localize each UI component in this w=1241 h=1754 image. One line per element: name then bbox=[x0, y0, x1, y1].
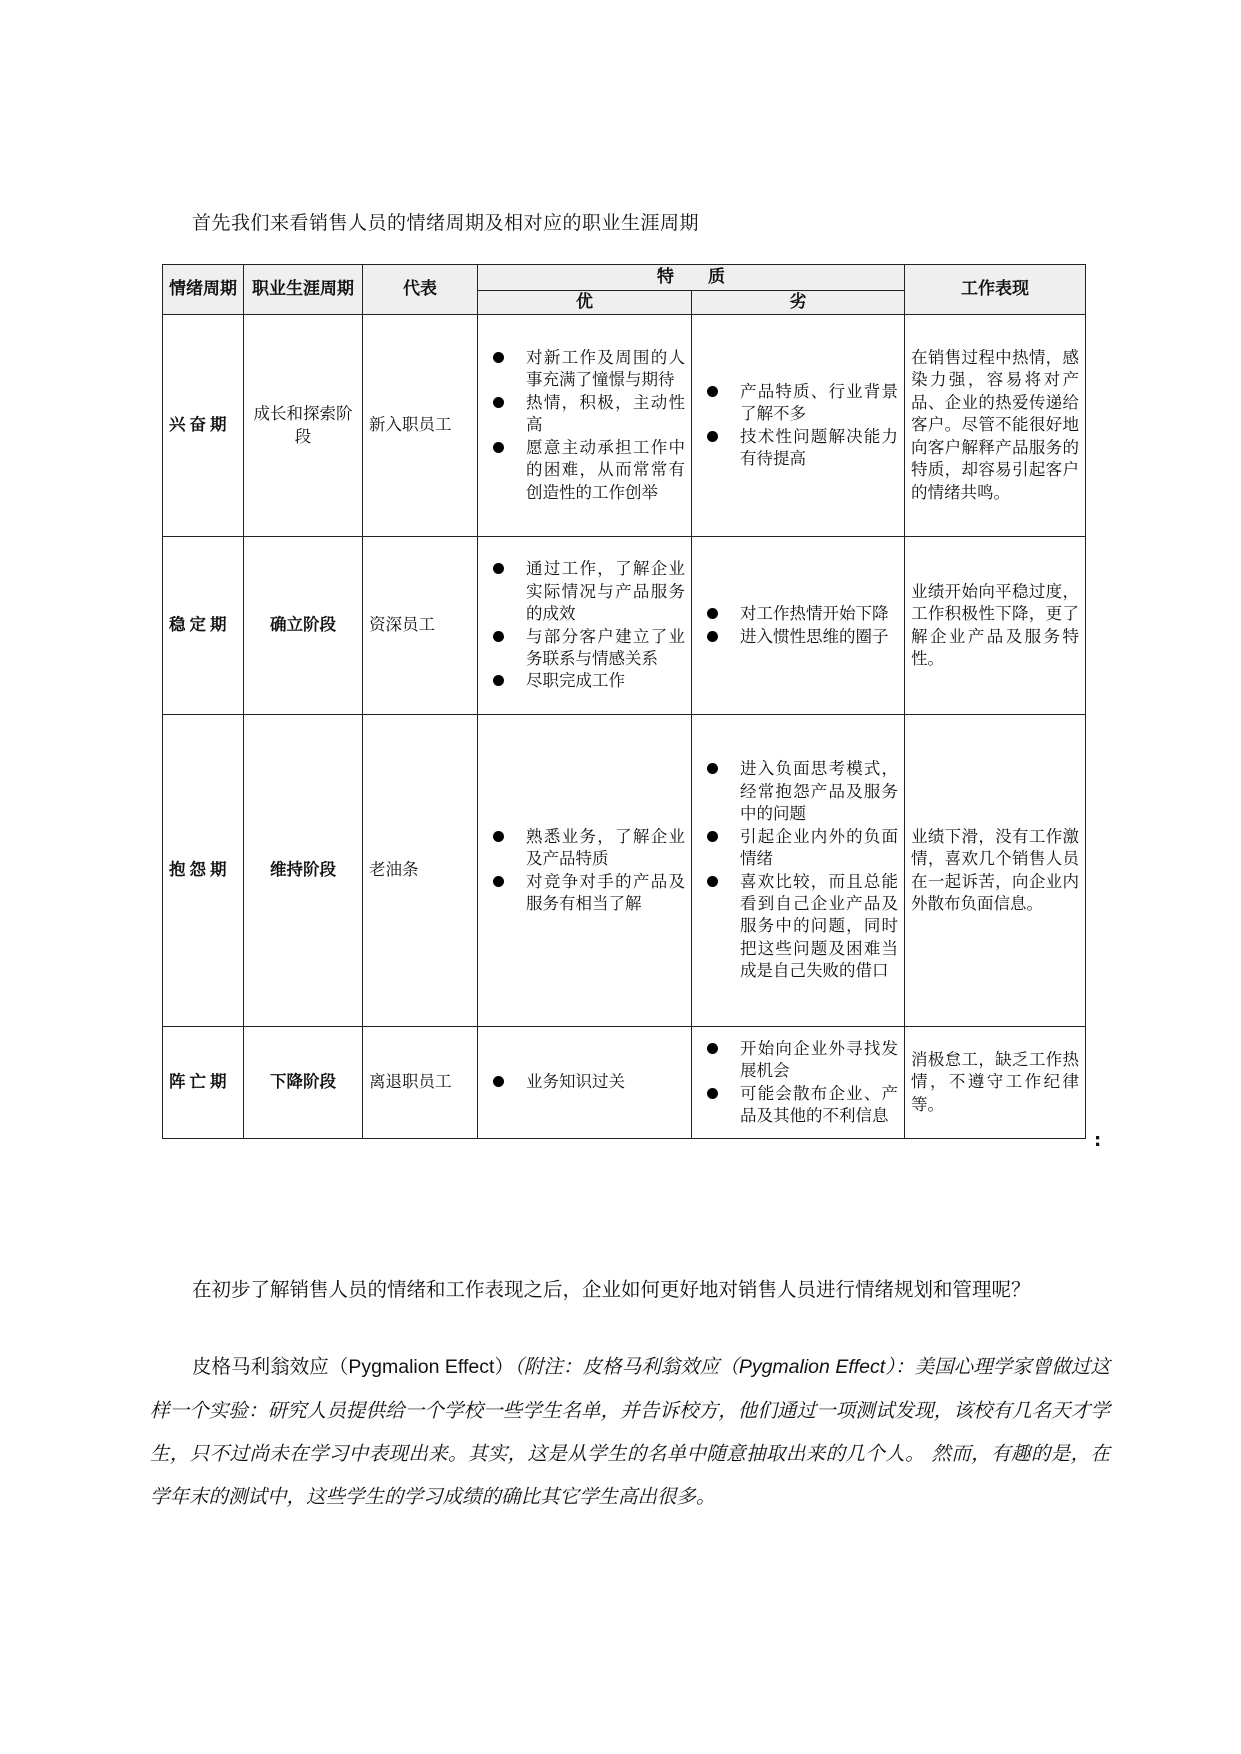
header-pros: 优 bbox=[478, 291, 692, 315]
pros-cell bbox=[478, 715, 692, 1027]
list-item: 业务知识过关 bbox=[484, 1071, 685, 1093]
paragraph-pygmalion: 皮格马利翁效应（Pygmalion Effect）（附注：皮格马利翁效应（Pygmalion Effect）：美国心理学家曾做过这样一个实验：研究人员提供给一个学校一些学生名单，并告诉校方，他们通过一项测试发现，该校有几名天才学生，只不过尚未在学习中表现出来。其实，这是从学生的名单中随意抽取出来的几个人。 然而，有趣的是，在学年末的测试中，这些学生的学习成绩的确比其它学生高出很多。 bbox=[150, 1355, 1110, 1508]
list-item: 热情，积极，主动性高 bbox=[484, 392, 685, 437]
table-row bbox=[163, 1027, 1086, 1139]
intro-text: 首先我们来看销售人员的情绪周期及相对应的职业生涯周期 bbox=[192, 212, 700, 234]
bullet-icon bbox=[493, 631, 504, 642]
list-item: 对工作热情开始下降 bbox=[698, 603, 898, 625]
bullet-icon bbox=[493, 352, 504, 363]
list-item: 通过工作，了解企业实际情况与产品服务的成效 bbox=[484, 558, 685, 625]
trailing-colon: : bbox=[1094, 1130, 1102, 1151]
list-item: 开始向企业外寻找发展机会 bbox=[698, 1038, 898, 1083]
cons-cell bbox=[692, 715, 905, 1027]
bullet-icon bbox=[707, 831, 718, 842]
bullet-icon bbox=[493, 1076, 504, 1087]
rep-cell: 老油条 bbox=[363, 715, 478, 1027]
list-item: 引起企业内外的负面情绪 bbox=[698, 826, 898, 871]
list-item: 对新工作及周围的人事充满了憧憬与期待 bbox=[484, 347, 685, 392]
bullet-icon bbox=[707, 876, 718, 887]
stage-cell: 抱怨期 bbox=[163, 715, 244, 1027]
pros-cell bbox=[478, 315, 692, 537]
bullet-icon bbox=[707, 631, 718, 642]
bullet-icon bbox=[707, 1088, 718, 1099]
cons-cell bbox=[692, 315, 905, 537]
phase-cell: 下降阶段 bbox=[244, 1027, 363, 1139]
header-traits: 特 质 bbox=[478, 265, 905, 291]
list-item: 进入惯性思维的圈子 bbox=[698, 626, 898, 648]
cons-cell bbox=[692, 1027, 905, 1139]
rep-cell: 资深员工 bbox=[363, 537, 478, 715]
bullet-icon bbox=[707, 386, 718, 397]
header-rep: 代表 bbox=[363, 265, 478, 315]
bullet-icon bbox=[493, 397, 504, 408]
pros-cell bbox=[478, 1027, 692, 1139]
list-item: 愿意主动承担工作中的困难，从而常常有创造性的工作创举 bbox=[484, 437, 685, 504]
list-item: 熟悉业务，了解企业及产品特质 bbox=[484, 826, 685, 871]
bullet-icon bbox=[707, 763, 718, 774]
header-cons: 劣 bbox=[692, 291, 905, 315]
bullet-icon bbox=[493, 876, 504, 887]
bullet-icon bbox=[707, 431, 718, 442]
list-item: 进入负面思考模式，经常抱怨产品及服务中的问题 bbox=[698, 758, 898, 825]
phase-cell: 维持阶段 bbox=[244, 715, 363, 1027]
list-item: 尽职完成工作 bbox=[484, 670, 685, 692]
bullet-icon bbox=[707, 1043, 718, 1054]
list-item: 可能会散布企业、产品及其他的不利信息 bbox=[698, 1083, 898, 1128]
table-row bbox=[163, 537, 1086, 715]
list-item: 喜欢比较，而且总能看到自己企业产品及服务中的问题，同时把这些问题及困难当成是自己失败的借口 bbox=[698, 871, 898, 983]
table-row bbox=[163, 715, 1086, 1027]
phase-cell: 确立阶段 bbox=[244, 537, 363, 715]
list-item: 产品特质、行业背景了解不多 bbox=[698, 381, 898, 426]
table-header-row bbox=[163, 265, 1086, 291]
header-career: 职业生涯周期 bbox=[244, 265, 363, 315]
performance-cell: 业绩下滑，没有工作激情，喜欢几个销售人员在一起诉苦，向企业内外散布负面信息。 bbox=[905, 715, 1086, 1027]
table-row bbox=[163, 315, 1086, 537]
bullet-icon bbox=[493, 442, 504, 453]
stage-cell: 阵亡期 bbox=[163, 1027, 244, 1139]
performance-cell: 消极怠工，缺乏工作热情，不遵守工作纪律等。 bbox=[905, 1027, 1086, 1139]
bullet-icon bbox=[493, 831, 504, 842]
bullet-icon bbox=[493, 563, 504, 574]
stage-cell: 稳定期 bbox=[163, 537, 244, 715]
bullet-icon bbox=[707, 608, 718, 619]
pygmalion-note: （附注：皮格马利翁效应（Pygmalion Effect）：美国心理学家曾做过这样一个实验：研究人员提供给一个学校一些学生名单，并告诉校方，他们通过一项测试发现，该校有几名天才学生，只不过尚未在学习中表现出来。其实，这是从学生的名单中随意抽取出来的几个人。 然而，有趣的是，在学年末的测试中，这些学生的学习成绩的确比其它学生高出很多。 bbox=[150, 1355, 1110, 1508]
header-cycle: 情绪周期 bbox=[163, 265, 244, 315]
stage-cell: 兴奋期 bbox=[163, 315, 244, 537]
bullet-icon bbox=[493, 675, 504, 686]
performance-cell: 在销售过程中热情，感染力强，容易将对产品、企业的热爱传递给客户。尽管不能很好地向客户解释产品服务的特质，却容易引起客户的情绪共鸣。 bbox=[905, 315, 1086, 537]
paragraph-question: 在初步了解销售人员的情绪和工作表现之后，企业如何更好地对销售人员进行情绪规划和管理呢？ bbox=[192, 1278, 1031, 1301]
phase-cell: 成长和探索阶段 bbox=[244, 315, 363, 537]
list-item: 与部分客户建立了业务联系与情感关系 bbox=[484, 626, 685, 671]
rep-cell: 新入职员工 bbox=[363, 315, 478, 537]
list-item: 对竞争对手的产品及服务有相当了解 bbox=[484, 871, 685, 916]
list-item: 技术性问题解决能力有待提高 bbox=[698, 426, 898, 471]
emotion-career-table bbox=[162, 264, 1086, 1139]
header-performance: 工作表现 bbox=[905, 265, 1086, 315]
rep-cell: 离退职员工 bbox=[363, 1027, 478, 1139]
performance-cell: 业绩开始向平稳过度，工作积极性下降，更了解企业产品及服务特性。 bbox=[905, 537, 1086, 715]
cons-cell bbox=[692, 537, 905, 715]
pros-cell bbox=[478, 537, 692, 715]
